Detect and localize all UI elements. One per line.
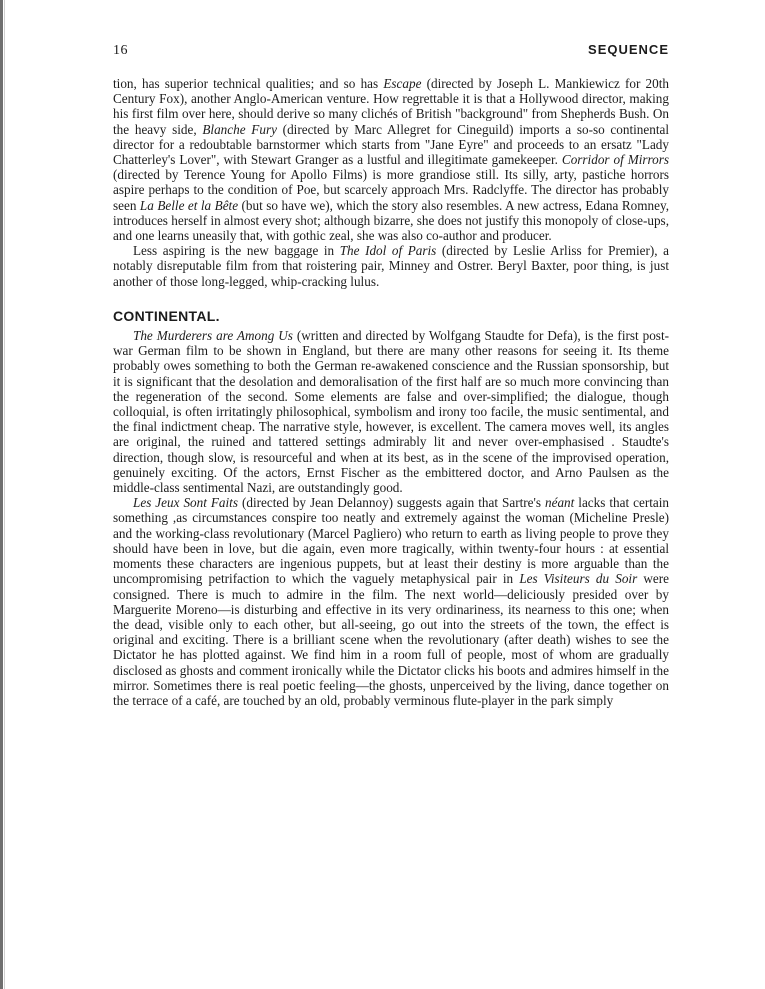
italic-title: Escape — [383, 76, 422, 91]
italic-title: Corridor of Mirrors — [561, 152, 669, 168]
text-run: lacks that certain something ,as circumstances conspire too neatly and extremely against the woman (Micheline Presle) and the working-class revolutionary (Marcel Pagliero) who return to earth as living people to prove they should have been in love, but die again, even more tragically, within twenty-four hours : at essential moments these characters are ingenious puppets, but at least their destiny is more arguable than the uncompromising petrifaction to which the vaguely metaphysical pair in — [113, 495, 670, 587]
text-run: (directed by Jean Delannoy) suggests again that Sartre's — [237, 495, 545, 511]
italic-title: La Belle et la Bête — [139, 197, 239, 213]
article-body — [113, 76, 669, 708]
text-run: (directed by Terence Young for Apollo Films) is more grandiose still. Its silly, arty, pastiche horrors aspire perhaps to the condition of Poe, but scarcely approach Mrs. Radclyffe. The director has probably seen — [113, 167, 669, 213]
paragraph — [113, 328, 669, 495]
text-run: (directed by Leslie Arliss for Premier), a notably disreputable film from that roistering pair, Minney and Ostrer. Beryl Baxter, poor thing, is just another of those long-legged, whip-cracking lulus. — [113, 243, 669, 289]
italic-title: Les Visiteurs du Soir — [519, 571, 638, 587]
text-run: (but so have we), which the story also resembles. A new actress, Edana Romney, introduces herself in almost every shot; although bizarre, she does not justify this monopoly of close-ups, and one learns uneasily that, with gothic zeal, she was also co-author and producer. — [113, 197, 669, 244]
italic-title: The Idol of Paris — [339, 243, 437, 259]
text-run: Less aspiring is the new baggage in — [133, 243, 340, 259]
running-header — [113, 42, 669, 59]
italic-title: Blanche Fury — [202, 121, 277, 137]
paragraph — [113, 495, 669, 708]
paragraph — [113, 76, 669, 243]
paragraph — [113, 243, 669, 289]
page-edge-line — [4, 0, 5, 989]
italic-title: Les Jeux Sont Faits — [133, 495, 238, 511]
journal-title: SEQUENCE — [588, 42, 669, 57]
text-run: (directed by Joseph L. Mankiewicz for 20th Century Fox), another Anglo-American venture. How regrettable it is that a Hollywood director, making his first film over here, should derive so many clichés of British "background" from Shepherds Bush. On the heavy side, — [113, 76, 670, 137]
text-run: tion, has superior technical qualities; and so has — [113, 76, 384, 91]
italic-title: néant — [545, 495, 575, 511]
section-heading: CONTINENTAL. — [113, 307, 220, 324]
page-edge-shadow — [0, 0, 3, 989]
italic-title: The Murderers are Among Us — [133, 328, 293, 344]
text-run: (directed by Marc Allegret for Cineguild) imports a so-so continental director for a redoubtable barnstormer which starts from "Jane Eyre" and proceeds to an ersatz "Lady Chatterley's Lover", with Stewart Granger as a lustful and illegitimate gamekeeper. — [113, 121, 670, 168]
text-run: were consigned. There is much to admire in the film. The next world—deliciously presided over by Marguerite Moreno—is disturbing and effective in its very ordinariness, its nearness to this one; when the dead, visible only to each other, but all-seeing, go out into the streets of the town, the effect is original and exciting. There is a brilliant scene when the revolutionary (after death) wishes to see the Dictator he has plotted against. We find him in a room full of people, most of whom are gradually disclosed as ghosts and comment ironically while the Dictator clicks his boots and admires himself in the mirror. Sometimes there is real poetic feeling—the ghosts, unperceived by the living, dance together on the terrace of a café, are touched by an old, probably verminous flute-player in the park simply — [113, 571, 670, 708]
page-number: 16 — [113, 43, 128, 58]
text-run: (written and directed by Wolfgang Staudte for Defa), is the first post-war German film to be shown in England, but there are many other reasons for seeing it. Its theme probably owes something to both the German re-awakened conscience and the Russian sponsorship, but it is significant that the desolation and demoralisation of the first half are so much more convincing than the regeneration of the second. Some elements are false and over-simplified; the dialogue, though colloquial, is often irritatingly philosophical, symbolism and irony too facile, the music sentimental, and the final indictment cheap. The narrative style, however, is excellent. The camera moves well, its angles are original, the ruined and tattered settings admirably lit and never over-emphasised . Staudte's direction, though slow, is resourceful and when at its best, as in the scene of the improvised operation, genuinely exciting. Of the actors, Ernst Fischer as the embittered doctor, and Arno Paulsen as the middle-class sentimental Nazi, are outstandingly good. — [113, 328, 669, 496]
